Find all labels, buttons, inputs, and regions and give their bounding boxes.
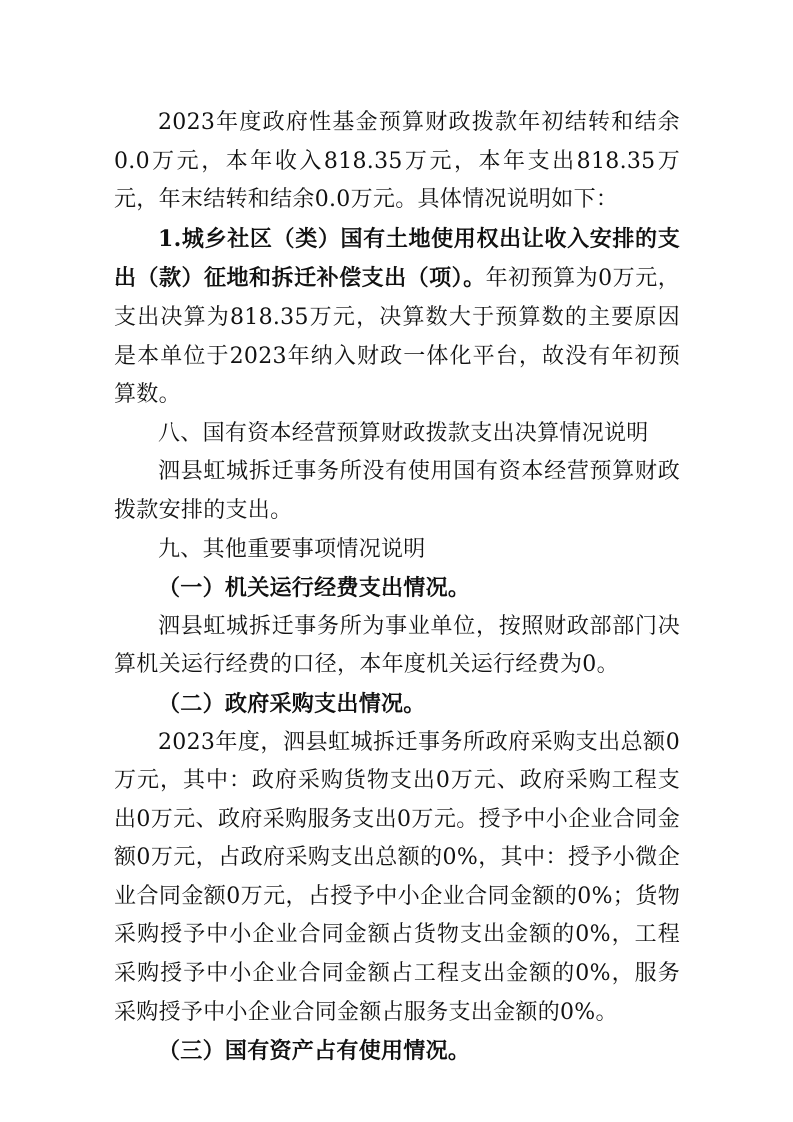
subsection-3-heading: （三）国有资产占有使用情况。 (158, 1038, 471, 1065)
section-8-heading: 八、国有资本经营预算财政拨款支出决算情况说明 (158, 420, 649, 446)
subsection-2-body: 2023年度，泗县虹城拆迁事务所政府采购支出总额0万元，其中：政府采购货物支出0万元、政府采购工程支出0万元、政府采购服务支出0万元。授予中小企业合同金额0万元，占政府采购支出总额的0%，其中：授予小微企业合同金额0万元，占授予中小企业合同金额的0%；货物采购授予中小企业合同金额占货物支出金额的0%，工程采购授予中小企业合同金额占工程支出金额的0%，服务采购授予中小企业合同金额占服务支出金额的0%。 (114, 729, 680, 1025)
subsection-1-heading: （一）机关运行经费支出情况。 (158, 575, 471, 602)
land-use-expenditure-paragraph (114, 220, 680, 415)
subsection-2-heading: （二）政府采购支出情况。 (158, 690, 426, 717)
land-use-expenditure-text: 年初预算为0万元，支出决算为818.35万元，决算数大于预算数的主要原因是本单位于2023年纳入财政一体化平台，故没有年初预算数。 (114, 266, 680, 408)
subsection-1-body: 泗县虹城拆迁事务所为事业单位，按照财政部部门决算机关运行经费的口径，本年度机关运行经费为0。 (114, 613, 680, 678)
section-9-heading: 九、其他重要事项情况说明 (158, 536, 426, 562)
fund-budget-paragraph: 2023年度政府性基金预算财政拨款年初结转和结余0.0万元，本年收入818.35万元，本年支出818.35万元，年末结转和结余0.0万元。具体情况说明如下： (114, 110, 680, 213)
document-body (114, 104, 680, 1071)
section-8-body: 泗县虹城拆迁事务所没有使用国有资本经营预算财政拨款安排的支出。 (114, 459, 680, 523)
land-use-expenditure-title: 1.城乡社区（类）国有土地使用权出让收入安排的支出（款）征地和拆迁补偿支出（项）。 (114, 225, 680, 292)
